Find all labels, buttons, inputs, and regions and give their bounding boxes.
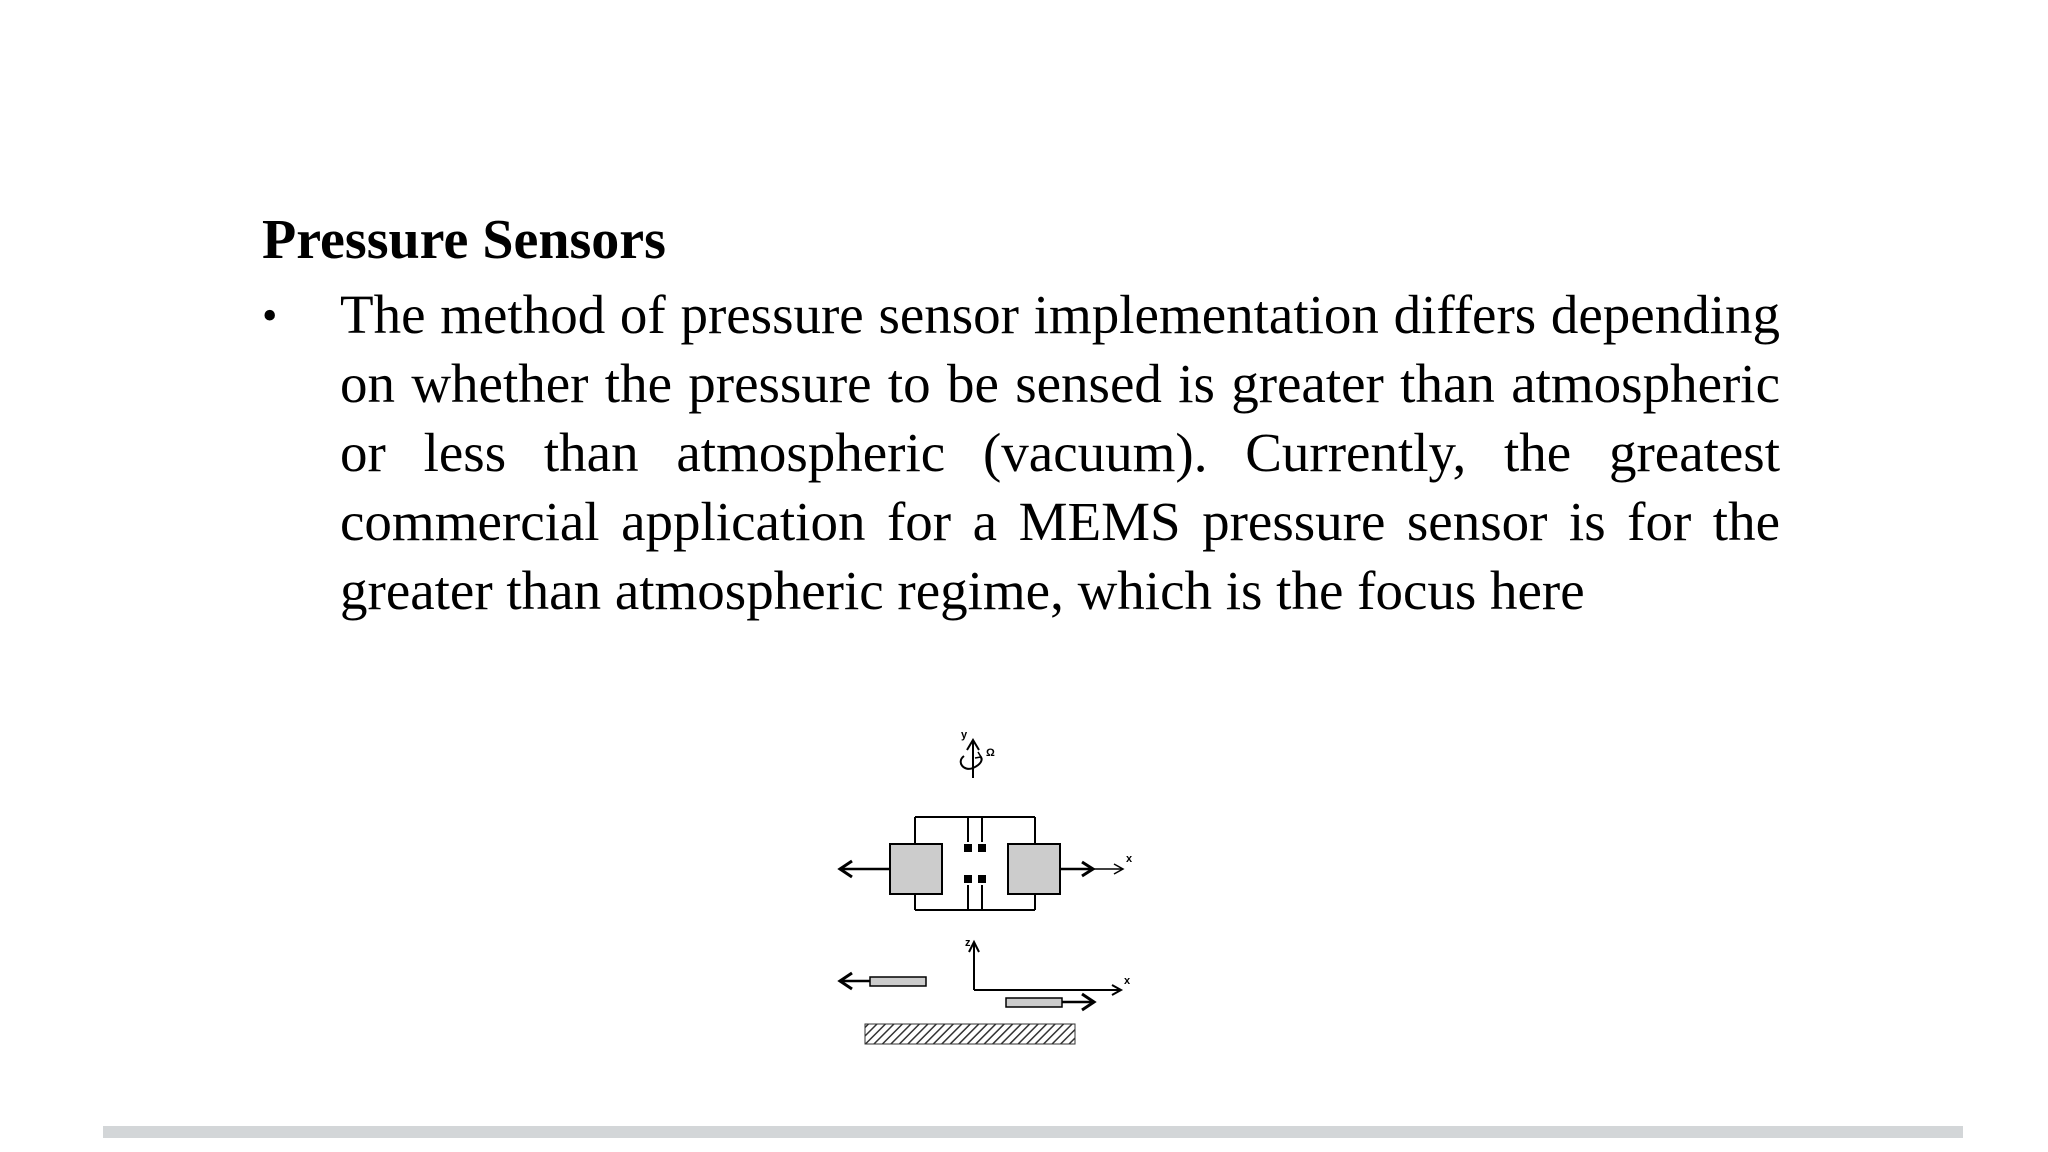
bullet-dot: • (262, 291, 278, 340)
footer-divider (103, 1126, 1963, 1138)
side-mass-left (870, 977, 926, 986)
arrow-right-icon (1060, 862, 1123, 876)
x-axis-label-bottom: x (1124, 975, 1131, 987)
omega-label: Ω (986, 747, 995, 759)
side-arrow-left-icon (840, 973, 870, 989)
side-arrow-right-icon (1062, 994, 1094, 1010)
z-axis-label: z (965, 937, 971, 949)
bullet-text: The method of pressure sensor implementation differs depending on whether the pressure to be sensed is greater than atmospheric or less than atmospheric (vacuum). Currently, the greatest commercial application for a MEMS pressure sensor is for the greater than atmospheric regime, which is the focus here (340, 284, 1780, 621)
proof-mass-left (890, 844, 942, 894)
x-axis-label-top: x (1126, 853, 1133, 865)
substrate (865, 1024, 1075, 1044)
slide-title: Pressure Sensors (262, 209, 666, 271)
arrow-left-icon (840, 861, 890, 877)
y-axis-label: y (961, 729, 968, 741)
proof-mass-right (1008, 844, 1060, 894)
z-axis-icon (969, 942, 1121, 995)
center-beams (964, 817, 986, 910)
side-mass-right (1006, 998, 1062, 1007)
mems-sensor-diagram (830, 722, 1160, 1062)
rotation-axis-icon (961, 740, 982, 778)
